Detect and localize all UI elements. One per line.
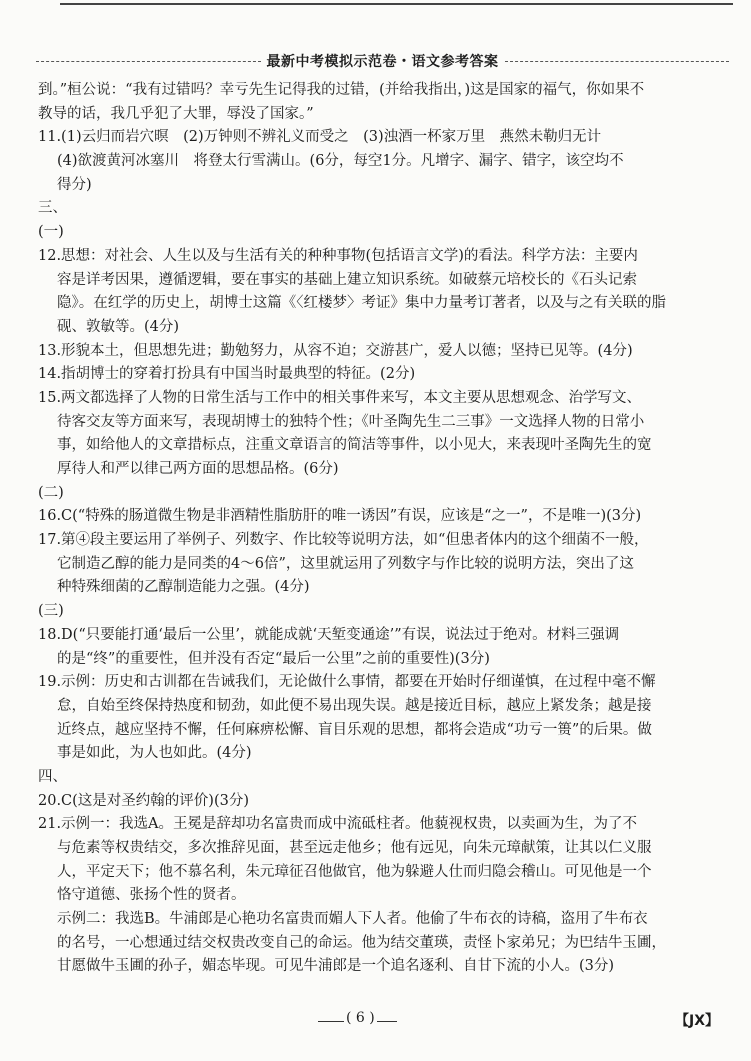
page-number-wrap xyxy=(318,1010,397,1026)
answer-11: 11.(1)云归而岩穴暝 (2)万钟则不辨礼义而受之 (3)浊酒一杯家万里 燕然未勒归无计 xyxy=(38,129,602,146)
header-rule-left xyxy=(36,61,261,62)
answer-21: 21.示例一：我选A。王冕是辞却功名富贵而成中流砥柱者。他藐视权贵，以卖画为生，为了不 xyxy=(38,816,638,833)
subsection-heading: (二) xyxy=(38,484,64,501)
text-line: 容是详考因果，遵循逻辑，要在事实的基础上建立知识系统。如破蔡元培校长的《石头记索 xyxy=(57,271,637,288)
footer-rule xyxy=(318,1021,344,1022)
answer-16: 16.C(“特殊的肠道微生物是非酒精性脂肪肝的唯一诱因”有误，应该是“之一”，不是唯一)(3分) xyxy=(38,508,642,525)
text-line: 事，如给他人的文章措标点，注重文章语言的简洁等事件，以小见大，来表现叶圣陶先生的宽 xyxy=(57,437,652,454)
answer-13: 13.形貌本土，但思想先进；勤勉努力，从容不迫；交游甚广，爱人以德；坚持已见等。(4分) xyxy=(38,342,633,359)
page-footer xyxy=(0,1010,751,1034)
text-line: 砚、敦敏等。(4分) xyxy=(57,318,180,335)
text-line: 厚待人和严以律己两方面的思想品格。(6分) xyxy=(57,461,339,477)
section-heading: 四、 xyxy=(38,768,67,785)
text-line: 隐》。在红学的历史上，胡博士这篇《〈红楼梦〉考证》集中力量考订著者，以及与之有关联的脂 xyxy=(57,295,666,312)
answer-17: 17.第④段主要运用了举例子、列数字、作比较等说明方法，如“但患者体内的这个细菌不一般， xyxy=(38,532,649,549)
text-line: 的是“终”的重要性，但并没有否定“最后一公里”之前的重要性)(3分) xyxy=(57,650,490,667)
text-line: 种特殊细菌的乙醇制造能力之强。(4分) xyxy=(57,579,310,596)
text-line: 人，平定天下；他不慕名利，朱元璋征召他做官，他为躲避人仕而归隐会稽山。可见他是一个 xyxy=(57,863,652,880)
text-line: 与危素等权贵结交，多次推辞见面，甚至远走他乡；他有远见，向朱元璋献策，让其以仁义服 xyxy=(57,840,652,856)
answer-body xyxy=(38,79,728,979)
text-line: 到。”桓公说：“我有过错吗？幸亏先生记得我的过错，(并给我指出，)这是国家的福气，你如果不 xyxy=(38,82,645,98)
example-two: 示例二：我选B。牛浦郎是心艳功名富贵而媚人下人者。他偷了牛布衣的诗稿，盗用了牛布衣 xyxy=(57,911,648,928)
page-title: 最新中考模拟示范卷・语文参考答案 xyxy=(266,54,499,70)
edition-tag: 【JX】 xyxy=(674,1013,719,1029)
answer-14: 14.指胡博士的穿着打扮具有中国当时最典型的特征。(2分) xyxy=(38,366,416,383)
text-line: 事是如此，为人也如此。(4分) xyxy=(57,745,252,762)
text-line: 怠，自始至终保持热度和韧劲，如此便不易出现失误。越是接近目标，越应上紧发条；越是接 xyxy=(57,697,652,714)
text-line: 得分) xyxy=(57,176,92,193)
header-rule-right xyxy=(505,61,730,62)
text-line: 甘愿做牛玉圃的孙子，媚态毕现。可见牛浦郎是一个追名逐利、自甘下流的小人。(3分) xyxy=(57,958,615,975)
section-heading: 三、 xyxy=(38,200,67,217)
answer-19: 19.示例：历史和古训都在告诫我们，无论做什么事情，都要在开始时仔细谨慎，在过程中毫不懈 xyxy=(38,674,656,691)
text-line: 教导的话，我几乎犯了大罪，辱没了国家。” xyxy=(38,105,314,122)
text-line: 恪守道德、张扬个性的贤者。 xyxy=(57,887,246,904)
answer-15: 15.两文都选择了人物的日常生活与工作中的相关事件来写，本文主要从思想观念、治学写文、 xyxy=(38,389,642,406)
page-header xyxy=(36,50,729,72)
footer-rule xyxy=(377,1021,397,1022)
top-rule xyxy=(60,3,733,5)
text-line: 待客交友等方面来写，表现胡博士的独特个性；《叶圣陶先生二三事》一文选择人物的日常小 xyxy=(57,413,645,430)
subsection-heading: (三) xyxy=(38,603,64,620)
subsection-heading: (一) xyxy=(38,224,64,241)
text-line: (4)欲渡黄河冰塞川 将登太行雪满山。(6分，每空1分。凡增字、漏字、错字，该空均不 xyxy=(57,153,624,170)
answer-18: 18.D(“只要能打通‘最后一公里’，就能成就‘天堑变通途’”有误，说法过于绝对。材料三强调 xyxy=(38,626,620,643)
page-number: ( 6 ) xyxy=(346,1010,375,1026)
text-line: 的名号，一心想通过结交权贵改变自己的命运。他为结交董瑛，责怪卜家弟兄；为巴结牛玉圃， xyxy=(57,934,666,951)
text-line: 它制造乙醇的能力是同类的4～6倍”，这里就运用了列数字与作比较的说明方法，突出了这 xyxy=(57,555,634,572)
answer-20: 20.C(这是对圣约翰的评价)(3分) xyxy=(38,792,250,809)
answer-12: 12.思想：对社会、人生以及与生活有关的种种事物(包括语言文学)的看法。科学方法：主要内 xyxy=(38,247,638,264)
text-line: 近终点，越应坚持不懈，任何麻痹松懈、盲目乐观的思想，都将会造成“功亏一篑”的后果。做 xyxy=(57,721,652,738)
